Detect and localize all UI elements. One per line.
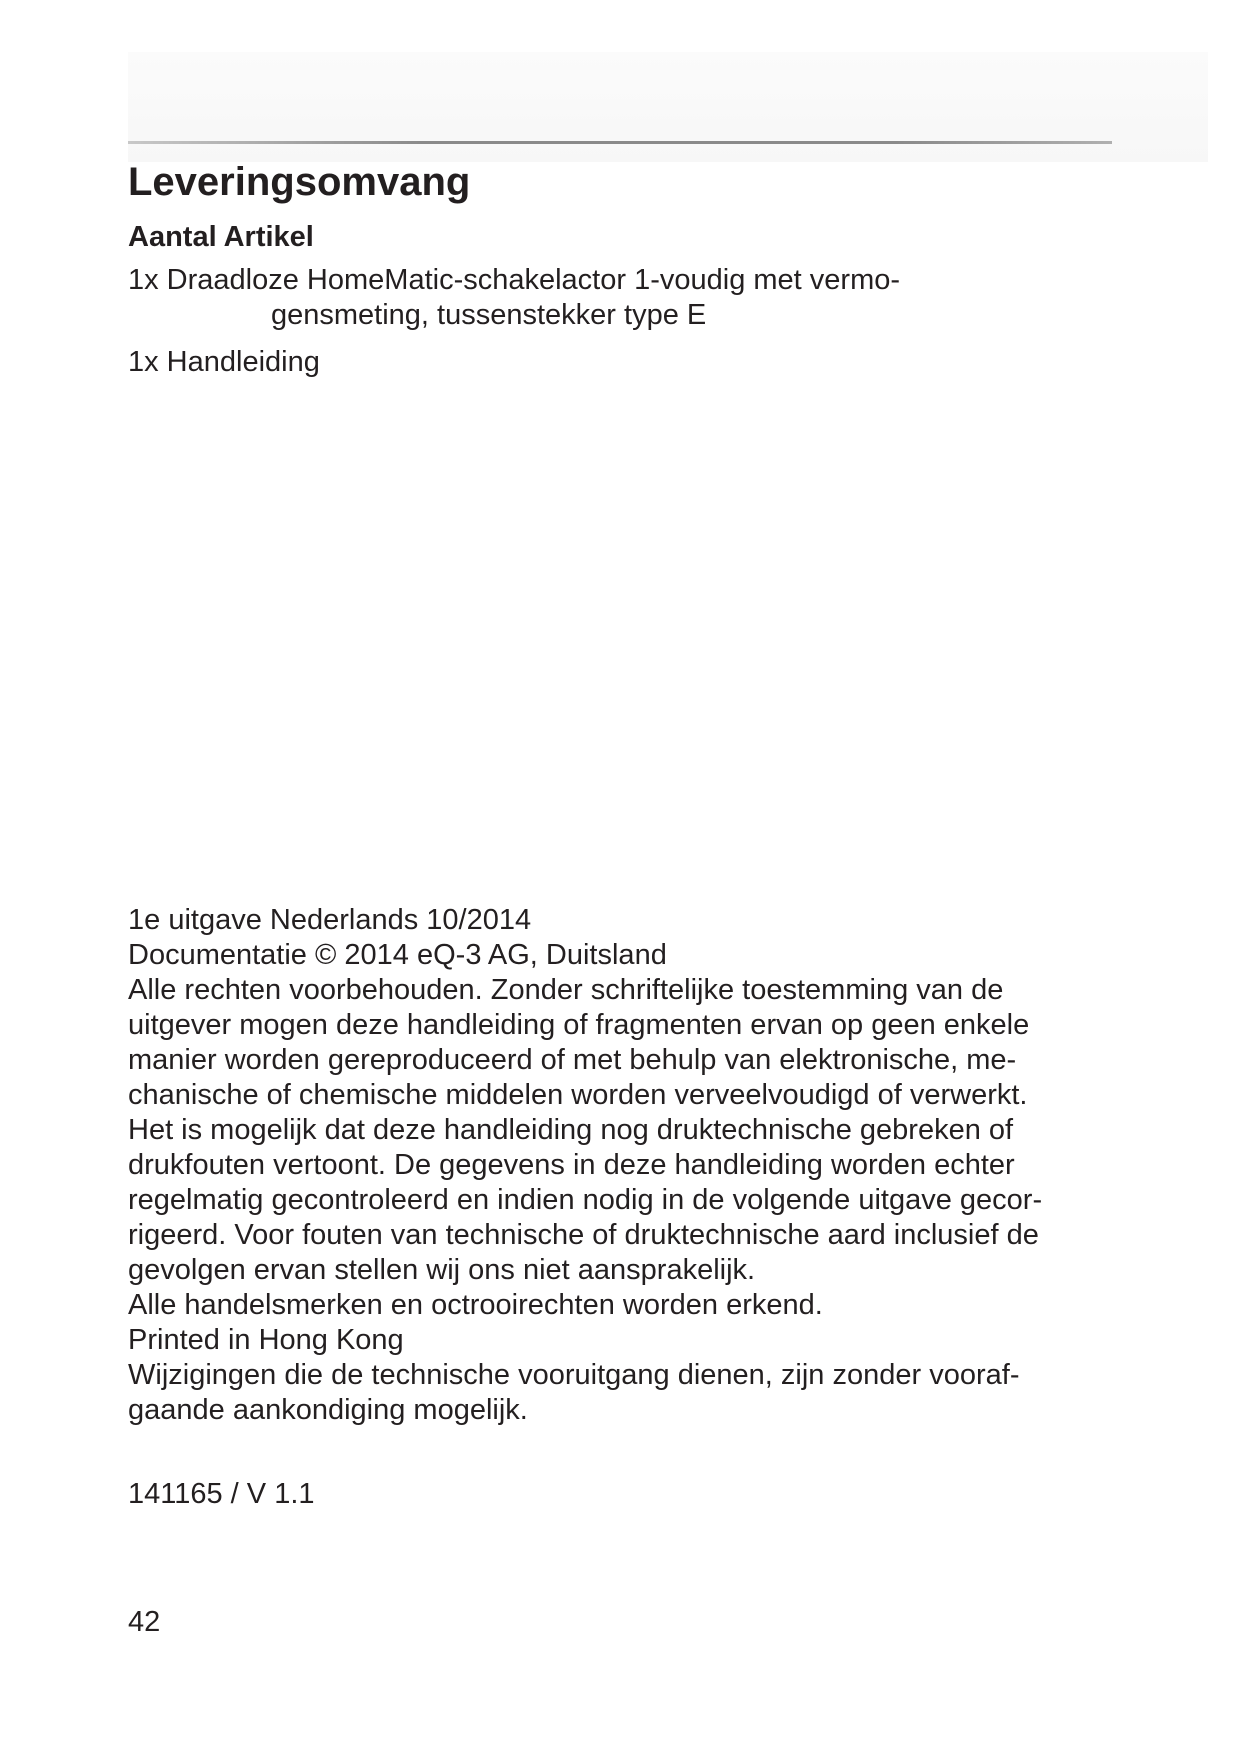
contents-item-1-continuation: gensmeting, tussenstekker type E: [271, 299, 707, 331]
imprint-line: Het is mogelijk dat deze handleiding nog druktechnische gebreken of: [128, 1114, 1014, 1146]
page-number: 42: [128, 1606, 161, 1638]
contents-item-2: 1x Handleiding: [128, 346, 320, 378]
imprint-printed-in: Printed in Hong Kong: [128, 1324, 404, 1356]
header-shade: [128, 52, 1208, 162]
imprint-line: uitgever mogen deze handleiding of fragmenten ervan op geen enkele: [128, 1009, 1030, 1041]
imprint-copyright: Documentatie © 2014 eQ-3 AG, Duitsland: [128, 939, 667, 971]
imprint-line: gaande aankondiging mogelijk.: [128, 1394, 528, 1426]
imprint-trademarks: Alle handelsmerken en octrooirechten worden erkend.: [128, 1289, 823, 1321]
imprint-block: [128, 903, 1118, 1428]
imprint-line: manier worden gereproduceerd of met behulp van elektronische, me-: [128, 1044, 1017, 1076]
document-version: 141165 / V 1.1: [128, 1478, 315, 1510]
imprint-line: drukfouten vertoont. De gegevens in deze handleiding worden echter: [128, 1149, 1015, 1181]
imprint-line: regelmatig gecontroleerd en indien nodig in de volgende uitgave gecor-: [128, 1184, 1043, 1216]
imprint-line: chanische of chemische middelen worden verveelvoudigd of verwerkt.: [128, 1079, 1028, 1111]
imprint-line: Wijzigingen die de technische vooruitgang dienen, zijn zonder vooraf-: [128, 1359, 1020, 1391]
imprint-line: Alle rechten voorbehouden. Zonder schriftelijke toestemming van de: [128, 974, 1004, 1006]
imprint-line: rigeerd. Voor fouten van technische of druktechnische aard inclusief de: [128, 1219, 1039, 1251]
imprint-line: gevolgen ervan stellen wij ons niet aansprakelijk.: [128, 1254, 756, 1286]
header-rule: [128, 141, 1112, 144]
section-subtitle: Aantal Artikel: [128, 221, 314, 253]
imprint-edition: 1e uitgave Nederlands 10/2014: [128, 904, 532, 936]
contents-item-1: 1x Draadloze HomeMatic-schakelactor 1-voudig met vermo-: [128, 264, 901, 296]
section-title: Leveringsomvang: [128, 160, 471, 204]
